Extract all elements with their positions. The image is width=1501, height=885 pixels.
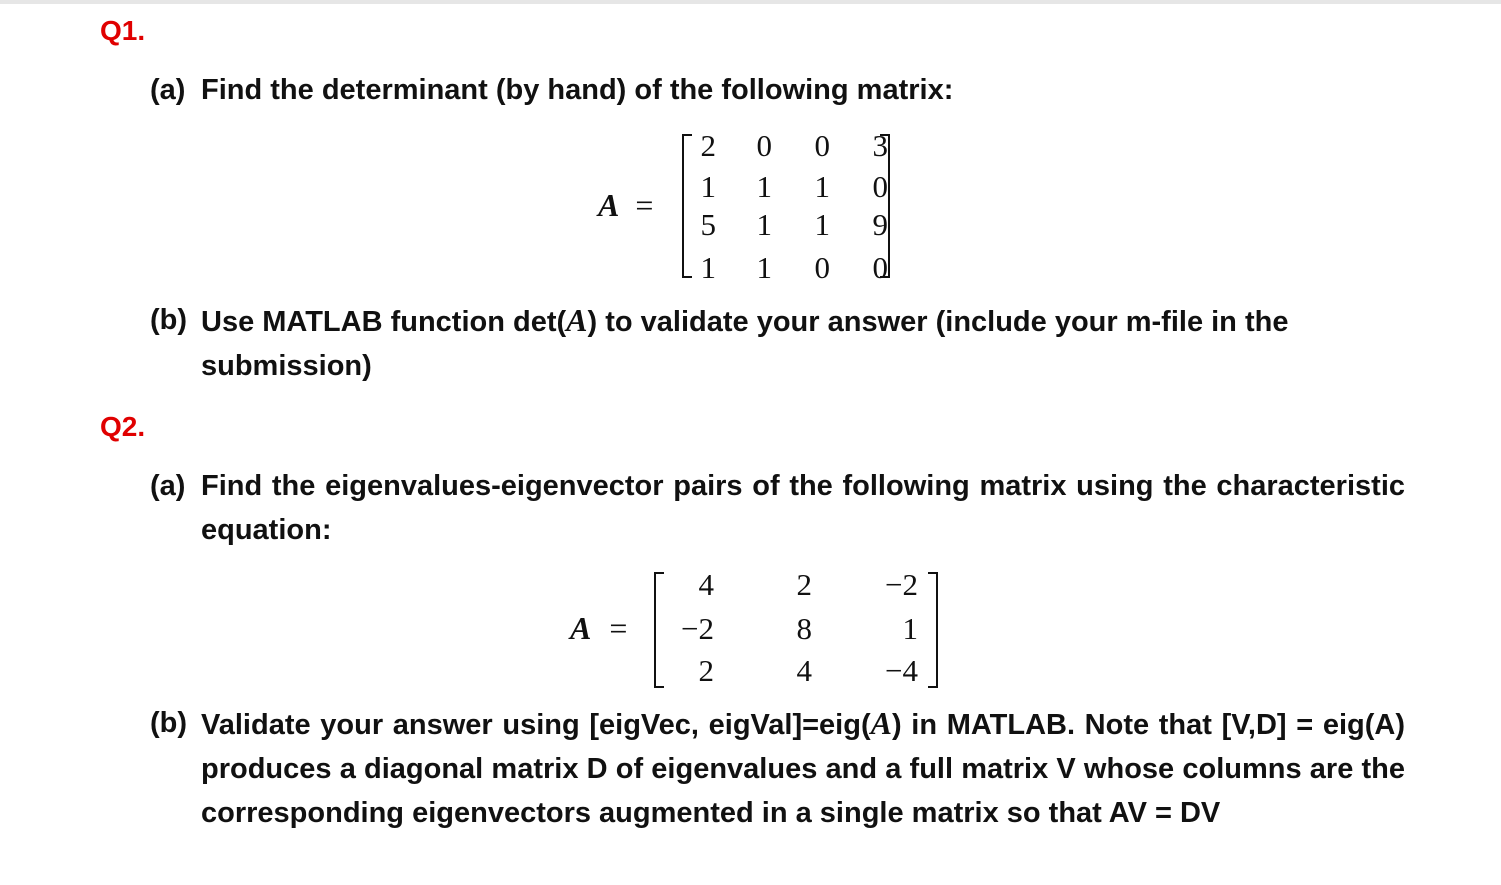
q1-part-a-text: Find the determinant (by hand) of the following matrix: [201,74,954,106]
matrix-cell: 2 [700,128,716,163]
q2-matrix-right-bracket [928,572,938,688]
matrix-cell: 2 [698,653,714,688]
matrix-cell: 1 [756,207,772,242]
q2-part-b-text: Validate your answer using [eigVec, eigVal]=eig(A) in MATLAB. Note that [V,D] = eig(A) produces a diagonal matrix D of eigenvalues and a full matrix V whose columns are the corresponding eigenvectors augmented in a single matrix so that AV = DV [201,705,1405,829]
matrix-cell: 4 [796,653,812,688]
q1-label: Q1. [100,15,146,46]
q1-part-b-label: (b) [150,304,188,336]
matrix-cell: 0 [814,128,830,163]
matrix-cell: 9 [872,207,888,242]
q1-part-a-label: (a) [150,74,186,106]
matrix-cell: 5 [700,207,716,242]
matrix-cell: 2 [796,567,812,602]
matrix-cell: 0 [872,169,888,204]
top-rule [0,0,1501,4]
matrix-cell: −2 [681,611,714,646]
matrix-cell: −2 [885,567,918,602]
matrix-cell: 0 [814,250,830,285]
q2-part-a-label: (a) [150,470,186,502]
q2-label: Q2. [100,411,146,442]
matrix-cell: 0 [872,250,888,285]
q2-part-b-label: (b) [150,707,188,739]
q1-part-b-text: Use MATLAB function det(A) to validate your answer (include your m-file in the submission) [201,302,1289,382]
matrix-cell: 0 [756,128,772,163]
matrix-cell: 1 [756,169,772,204]
matrix-variable: A [566,302,588,338]
q2-matrix-var: A [570,610,592,646]
matrix-cell: 1 [902,611,918,646]
matrix-cell: −4 [885,653,918,688]
matrix-cell: 1 [756,250,772,285]
matrix-variable: A [870,705,892,741]
q1-matrix-equals: = [635,187,654,223]
matrix-cell: 1 [814,169,830,204]
q1-matrix-var: A [598,187,620,223]
matrix-cell: 3 [872,128,888,163]
q2-matrix-equals: = [609,610,628,646]
matrix-cell: 1 [700,250,716,285]
matrix-cell: 8 [796,611,812,646]
q2-part-a-text: Find the eigenvalues-eigenvector pairs of the following matrix using the characteristic equation: [201,470,1405,546]
matrix-cell: 4 [698,567,714,602]
matrix-cell: 1 [700,169,716,204]
matrix-cell: 1 [814,207,830,242]
